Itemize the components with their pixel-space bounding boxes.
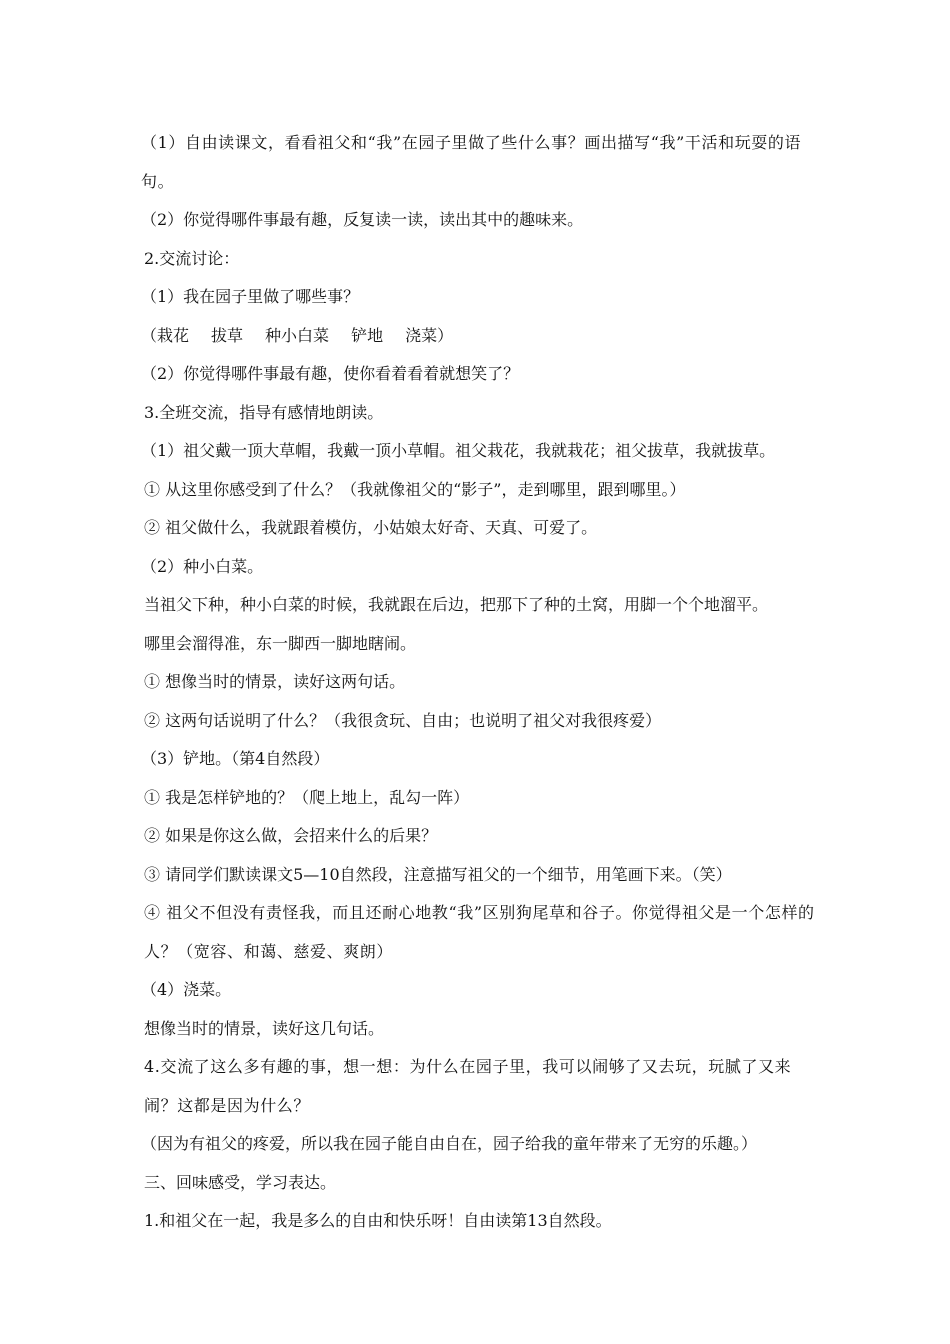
list-item: ① 想像当时的情景，读好这两句话。 [144, 672, 406, 691]
paragraph: （2）你觉得哪件事最有趣，反复读一读，读出其中的趣味来。 [141, 210, 584, 229]
list-item: ① 从这里你感受到了什么？（我就像祖父的“影子”，走到哪里，跟到哪里。） [144, 479, 686, 499]
activity-list [141, 317, 824, 356]
list-item: ② 祖父做什么，我就跟着模仿，小姑娘太好奇、天真、可爱了。 [144, 518, 598, 537]
activity-list-open: （ [141, 325, 158, 345]
list-item: ③ 请同学们默读课文5—10自然段，注意描写祖父的一个细节，用笔画下来。（笑） [144, 864, 732, 884]
paragraph: 想像当时的情景，读好这几句话。 [144, 1018, 385, 1038]
activity-item: 栽花 [157, 325, 190, 345]
paragraph: 1.和祖父在一起，我是多么的自由和快乐呀！自由读第13自然段。 [144, 1211, 612, 1230]
activity-item: 浇菜 [405, 325, 438, 345]
paragraph: （4）浇菜。 [141, 980, 232, 999]
section-heading: 三、回味感受，学习表达。 [144, 1172, 337, 1192]
list-item: ① 我是怎样铲地的？（爬上地上，乱勾一阵） [144, 787, 470, 807]
activity-item: 铲地 [351, 325, 384, 345]
paragraph: （1）我在园子里做了哪些事？ [141, 287, 360, 306]
paragraph: 哪里会溜得准，东一脚西一脚地瞎闹。 [144, 633, 417, 653]
paragraph: （2）种小白菜。 [141, 556, 264, 576]
paragraph: （1）祖父戴一顶大草帽，我戴一顶小草帽。祖父栽花，我就栽花；祖父拔草，我就拔草。 [141, 441, 776, 460]
paragraph: 当祖父下种，种小白菜的时候，我就跟在后边，把那下了种的土窝，用脚一个个地溜平。 [144, 595, 769, 614]
document-body [141, 124, 824, 1241]
paragraph: （因为有祖父的疼爱，所以我在园子能自由自在，园子给我的童年带来了无穷的乐趣。） [141, 1134, 758, 1153]
paragraph: （3）铲地。（第4自然段） [141, 749, 330, 768]
activity-list-close: ） [437, 325, 454, 345]
paragraph: （2）你觉得哪件事最有趣，使你看着看着就想笑了？ [141, 364, 520, 383]
list-item: ② 这两句话说明了什么？（我很贪玩、自由；也说明了祖父对我很疼爱） [144, 710, 662, 730]
activity-item: 拔草 [211, 325, 244, 345]
list-item: ② 如果是你这么做，会招来什么的后果？ [144, 826, 438, 845]
section-heading: 3.全班交流，指导有感情地朗读。 [144, 402, 384, 422]
section-heading: 2.交流讨论： [144, 248, 240, 268]
list-item: ④ 祖父不但没有责怪我，而且还耐心地教“我”区别狗尾草和谷子。你觉得祖父是一个怎样的人？（宽容、和蔼、慈爱、爽朗） [144, 903, 815, 961]
paragraph: （1）自由读课文，看看祖父和“我”在园子里做了些什么事？画出描写“我”干活和玩耍的语句。 [141, 133, 802, 191]
section-heading: 4.交流了这么多有趣的事，想一想：为什么在园子里，我可以闹够了又去玩，玩腻了又来闹？这都是因为什么？ [144, 1057, 792, 1115]
activity-item: 种小白菜 [265, 325, 330, 345]
